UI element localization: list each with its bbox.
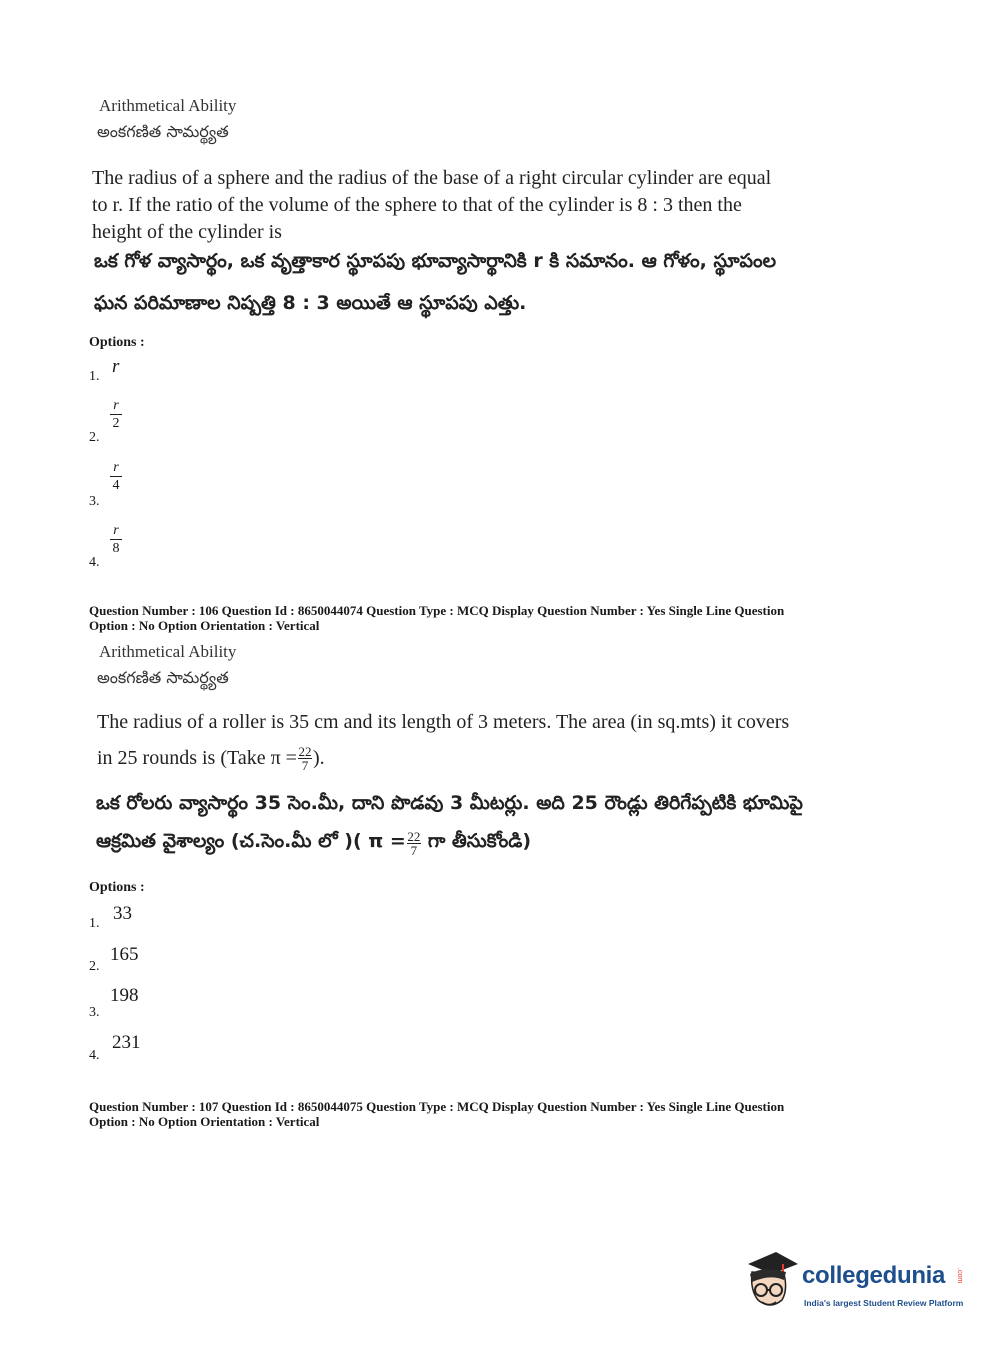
collegedunia-logo xyxy=(742,1250,972,1320)
question-text-telugu xyxy=(96,830,531,857)
question-text-part: ). xyxy=(312,747,325,769)
option-fraction[interactable] xyxy=(110,523,122,556)
option-number: 3. xyxy=(89,1005,100,1020)
fraction-numerator: r xyxy=(113,398,119,413)
question-meta-line: Question Number : 106 Question Id : 8650044074 Question Type : MCQ Display Question Number : Yes Single Line Question xyxy=(89,603,785,618)
fraction-bar xyxy=(110,414,122,415)
option-number: 3. xyxy=(89,494,100,509)
option-value[interactable]: 198 xyxy=(110,985,139,1006)
options-label: Options : xyxy=(89,880,145,895)
mascot-icon xyxy=(742,1250,800,1316)
question-meta xyxy=(89,603,889,633)
option-fraction[interactable] xyxy=(110,398,122,431)
question-text-part: in 25 rounds is (Take π = xyxy=(97,747,297,769)
question-text-part: గా తీసుకోండి) xyxy=(427,830,532,852)
question-text-line xyxy=(97,745,325,772)
fraction-denominator: 8 xyxy=(112,541,120,556)
question-text-line: The radius of a roller is 35 cm and its length of 3 meters. The area (in sq.mts) it covers xyxy=(97,711,790,733)
section-title-en: Arithmetical Ability xyxy=(99,96,237,115)
fraction-numerator: 22 xyxy=(298,744,312,759)
fraction-bar xyxy=(110,539,122,540)
question-text-telugu: ఒక గోళ వ్యాసార్థం, ఒక వృత్తాకార స్థూపపు భూవ్యాసార్థానికి r కి సమానం. ఆ గోళం, స్థూపంల xyxy=(94,250,777,272)
question-text-line: height of the cylinder is xyxy=(92,221,282,243)
question-text-line: to r. If the ratio of the volume of the sphere to that of the cylinder is 8 : 3 then the xyxy=(92,194,742,216)
option-fraction[interactable] xyxy=(110,460,122,493)
option-value[interactable]: 231 xyxy=(112,1032,141,1053)
option-value[interactable]: r xyxy=(112,356,120,377)
option-value[interactable]: 33 xyxy=(113,903,132,924)
question-meta-line: Question Number : 107 Question Id : 8650044075 Question Type : MCQ Display Question Number : Yes Single Line Question xyxy=(89,1099,785,1114)
brand-suffix: .com xyxy=(956,1268,963,1284)
option-number: 1. xyxy=(89,369,100,384)
pi-fraction xyxy=(407,830,421,857)
brand-name: collegedunia xyxy=(802,1262,946,1289)
question-meta-line: Option : No Option Orientation : Vertical xyxy=(89,1114,320,1129)
fraction-denominator: 7 xyxy=(301,758,309,773)
option-number: 2. xyxy=(89,430,100,445)
question-text-telugu: ఘన పరిమాణాల నిష్పత్తి 8 : 3 అయితే ఆ స్థూపపు ఎత్తు. xyxy=(94,292,527,314)
fraction-numerator: r xyxy=(113,523,119,538)
section-title-en: Arithmetical Ability xyxy=(99,642,237,661)
fraction-denominator: 4 xyxy=(112,478,120,493)
section-title-te: అంకగణిత సామర్థ్యత xyxy=(97,122,229,141)
question-meta-line: Option : No Option Orientation : Vertical xyxy=(89,618,320,633)
option-number: 1. xyxy=(89,916,100,931)
fraction-bar xyxy=(110,476,122,477)
question-text-line: The radius of a sphere and the radius of the base of a right circular cylinder are equal xyxy=(92,167,772,189)
option-value[interactable]: 165 xyxy=(110,944,139,965)
option-number: 4. xyxy=(89,555,100,570)
option-number: 2. xyxy=(89,959,100,974)
fraction-denominator: 2 xyxy=(112,416,120,431)
question-text-telugu: ఒక రోలరు వ్యాసార్థం 35 సెం.మీ, దాని పొడవు 3 మీటర్లు. అది 25 రౌండ్లు తిరిగేప్పటికి భూమిపై xyxy=(96,792,803,814)
fraction-denominator: 7 xyxy=(410,843,418,858)
fraction-numerator: 22 xyxy=(407,829,421,844)
options-label: Options : xyxy=(89,335,145,350)
fraction-numerator: r xyxy=(113,460,119,475)
question-meta xyxy=(89,1099,889,1129)
brand-tagline: India's largest Student Review Platform xyxy=(804,1298,964,1308)
option-number: 4. xyxy=(89,1048,100,1063)
question-text-part: ఆక్రమిత వైశాల్యం (చ.సెం.మీ లో )( π = xyxy=(96,830,406,852)
pi-fraction xyxy=(298,745,312,772)
section-title-te: అంకగణిత సామర్థ్యత xyxy=(97,668,229,687)
